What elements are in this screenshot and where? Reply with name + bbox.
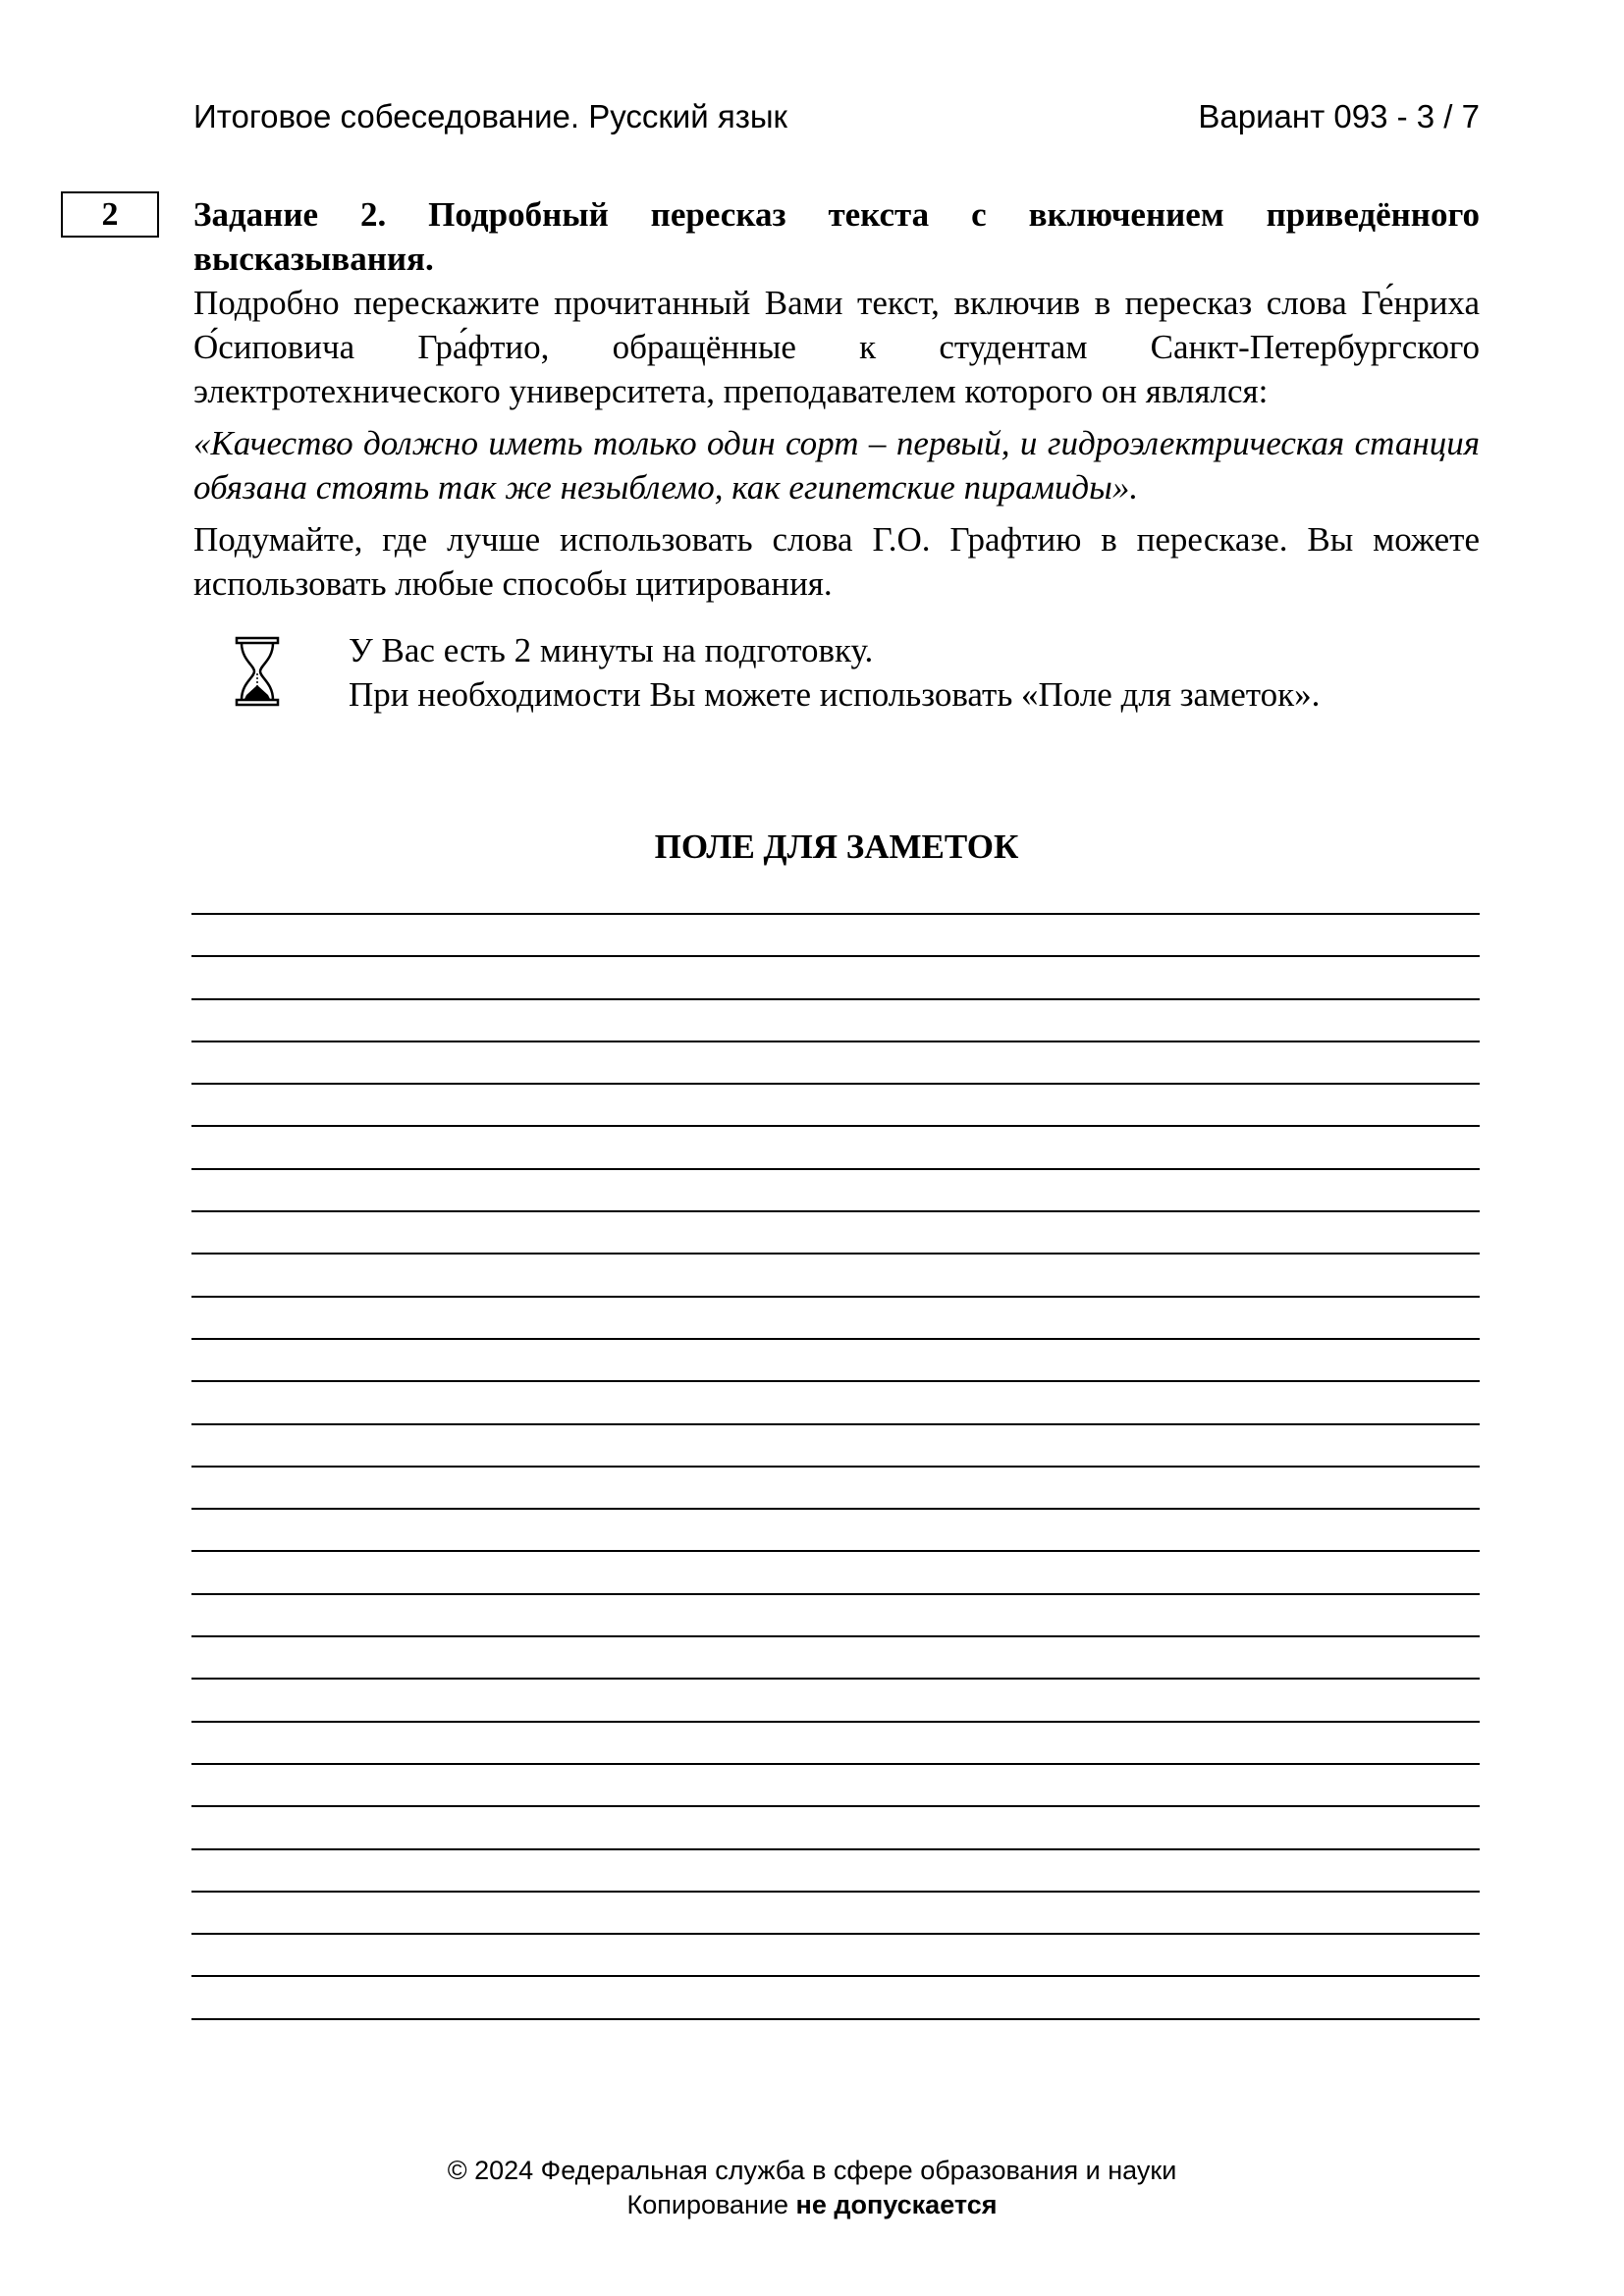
- note-line[interactable]: [191, 1125, 1480, 1167]
- hourglass-icon: [233, 636, 282, 707]
- note-line[interactable]: [191, 1083, 1480, 1125]
- notes-title: ПОЛЕ ДЛЯ ЗАМЕТОК: [654, 828, 1019, 866]
- task-quote: «Качество должно иметь только один сорт – первый, и гидроэлектрическая станция обязана стоять так же незыблемо, как египетские пирамиды».: [193, 424, 1480, 507]
- footer-copyright: © 2024 Федеральная служба в сфере образования и науки: [447, 2156, 1177, 2185]
- preparation-time: У Вас есть 2 минуты на подготовку.: [349, 631, 874, 669]
- preparation-text: [349, 628, 1320, 717]
- footer: [0, 2154, 1624, 2222]
- note-line[interactable]: [191, 1975, 1480, 2017]
- footer-copy-notice: [0, 2188, 1624, 2222]
- note-line[interactable]: [191, 1848, 1480, 1891]
- note-line[interactable]: [191, 998, 1480, 1041]
- note-line[interactable]: [191, 1423, 1480, 1466]
- note-line[interactable]: [191, 1466, 1480, 1508]
- preparation-notes-hint: При необходимости Вы можете использовать «Поле для заметок».: [349, 675, 1321, 714]
- task-hint: Подумайте, где лучше использовать слова Г.О. Графтию в пересказе. Вы можете использовать любые способы цитирования.: [193, 520, 1480, 603]
- note-line[interactable]: [191, 1593, 1480, 1635]
- footer-copy-forbidden: не допускается: [795, 2190, 998, 2219]
- note-line[interactable]: [191, 1550, 1480, 1592]
- task-instruction: Подробно перескажите прочитанный Вами текст, включив в пересказ слова Ге́нриха О́сиповича Гра́фтио, обращённые к студентам Санкт-Петербургского электротехнического университета, преподавателем которого он являлся:: [193, 284, 1480, 410]
- note-line[interactable]: [191, 2018, 1480, 2060]
- task-content: [193, 192, 1480, 714]
- task-title: Задание 2. Подробный пересказ текста с включением приведённого высказывания.: [193, 195, 1480, 278]
- note-line[interactable]: [191, 1805, 1480, 1847]
- note-line[interactable]: [191, 1296, 1480, 1338]
- note-line[interactable]: [191, 1338, 1480, 1380]
- note-line[interactable]: [191, 1635, 1480, 1678]
- note-line[interactable]: [191, 1041, 1480, 1083]
- note-line[interactable]: [191, 1253, 1480, 1295]
- note-line[interactable]: [191, 1933, 1480, 1975]
- header-variant: Вариант 093 - 3 / 7: [1198, 98, 1480, 134]
- note-line[interactable]: [191, 1678, 1480, 1720]
- task-number: 2: [101, 195, 119, 233]
- header-subject: Итоговое собеседование. Русский язык: [193, 98, 787, 134]
- footer-copy-prefix: Копирование: [626, 2190, 796, 2219]
- task-number-box: [61, 191, 159, 238]
- notes-area: [191, 913, 1480, 2060]
- note-line[interactable]: [191, 1763, 1480, 1805]
- note-line[interactable]: [191, 955, 1480, 997]
- note-line[interactable]: [191, 1380, 1480, 1422]
- note-line[interactable]: [191, 913, 1480, 955]
- note-line[interactable]: [191, 1168, 1480, 1210]
- note-line[interactable]: [191, 1891, 1480, 1933]
- note-line[interactable]: [191, 1210, 1480, 1253]
- note-line[interactable]: [191, 1721, 1480, 1763]
- note-line[interactable]: [191, 1508, 1480, 1550]
